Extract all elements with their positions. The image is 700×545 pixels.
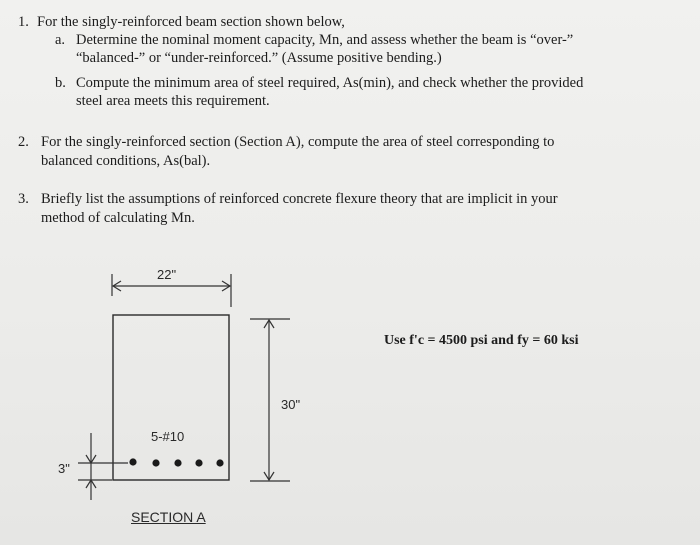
question-2-line-2: balanced conditions, As(bal).: [41, 153, 211, 169]
section-outline: [113, 315, 229, 480]
question-1-intro: For the singly-reinforced beam section shown below,: [37, 14, 345, 30]
item-a-line-1: Determine the nominal moment capacity, Mn, and assess whether the beam is “over-”: [76, 32, 574, 48]
item-a-marker: a.: [55, 32, 66, 48]
rebar: [129, 458, 136, 465]
rebar: [174, 459, 181, 466]
item-a-line-2: “balanced-” or “under-reinforced.” (Assume positive bending.): [76, 50, 442, 66]
width-label: 22": [157, 267, 177, 282]
rebar: [152, 459, 159, 466]
question-2-line-1: For the singly-reinforced section (Section A), compute the area of steel corresponding to: [41, 134, 555, 150]
material-properties: Use f'c = 4500 psi and fy = 60 ksi: [384, 333, 579, 348]
reinforcing-bars: [129, 458, 223, 466]
question-3-line-2: method of calculating Mn.: [41, 210, 195, 226]
rebar: [216, 459, 223, 466]
question-number: 1.: [18, 14, 29, 30]
height-label: 30": [281, 397, 301, 412]
question-3-line-1: Briefly list the assumptions of reinforced concrete flexure theory that are implicit in your: [41, 191, 558, 207]
bars-label: 5-#10: [151, 429, 185, 444]
cover-dimension: [78, 433, 128, 500]
question-2-number: 2.: [18, 134, 29, 150]
item-b-line-1: Compute the minimum area of steel required, As(min), and check whether the provided: [76, 75, 584, 91]
cover-label: 3": [58, 461, 70, 476]
rebar: [195, 459, 202, 466]
section-caption: SECTION A: [131, 509, 206, 525]
item-b-line-2: steel area meets this requirement.: [76, 93, 270, 109]
question-3-number: 3.: [18, 191, 29, 207]
item-b-marker: b.: [55, 75, 66, 91]
